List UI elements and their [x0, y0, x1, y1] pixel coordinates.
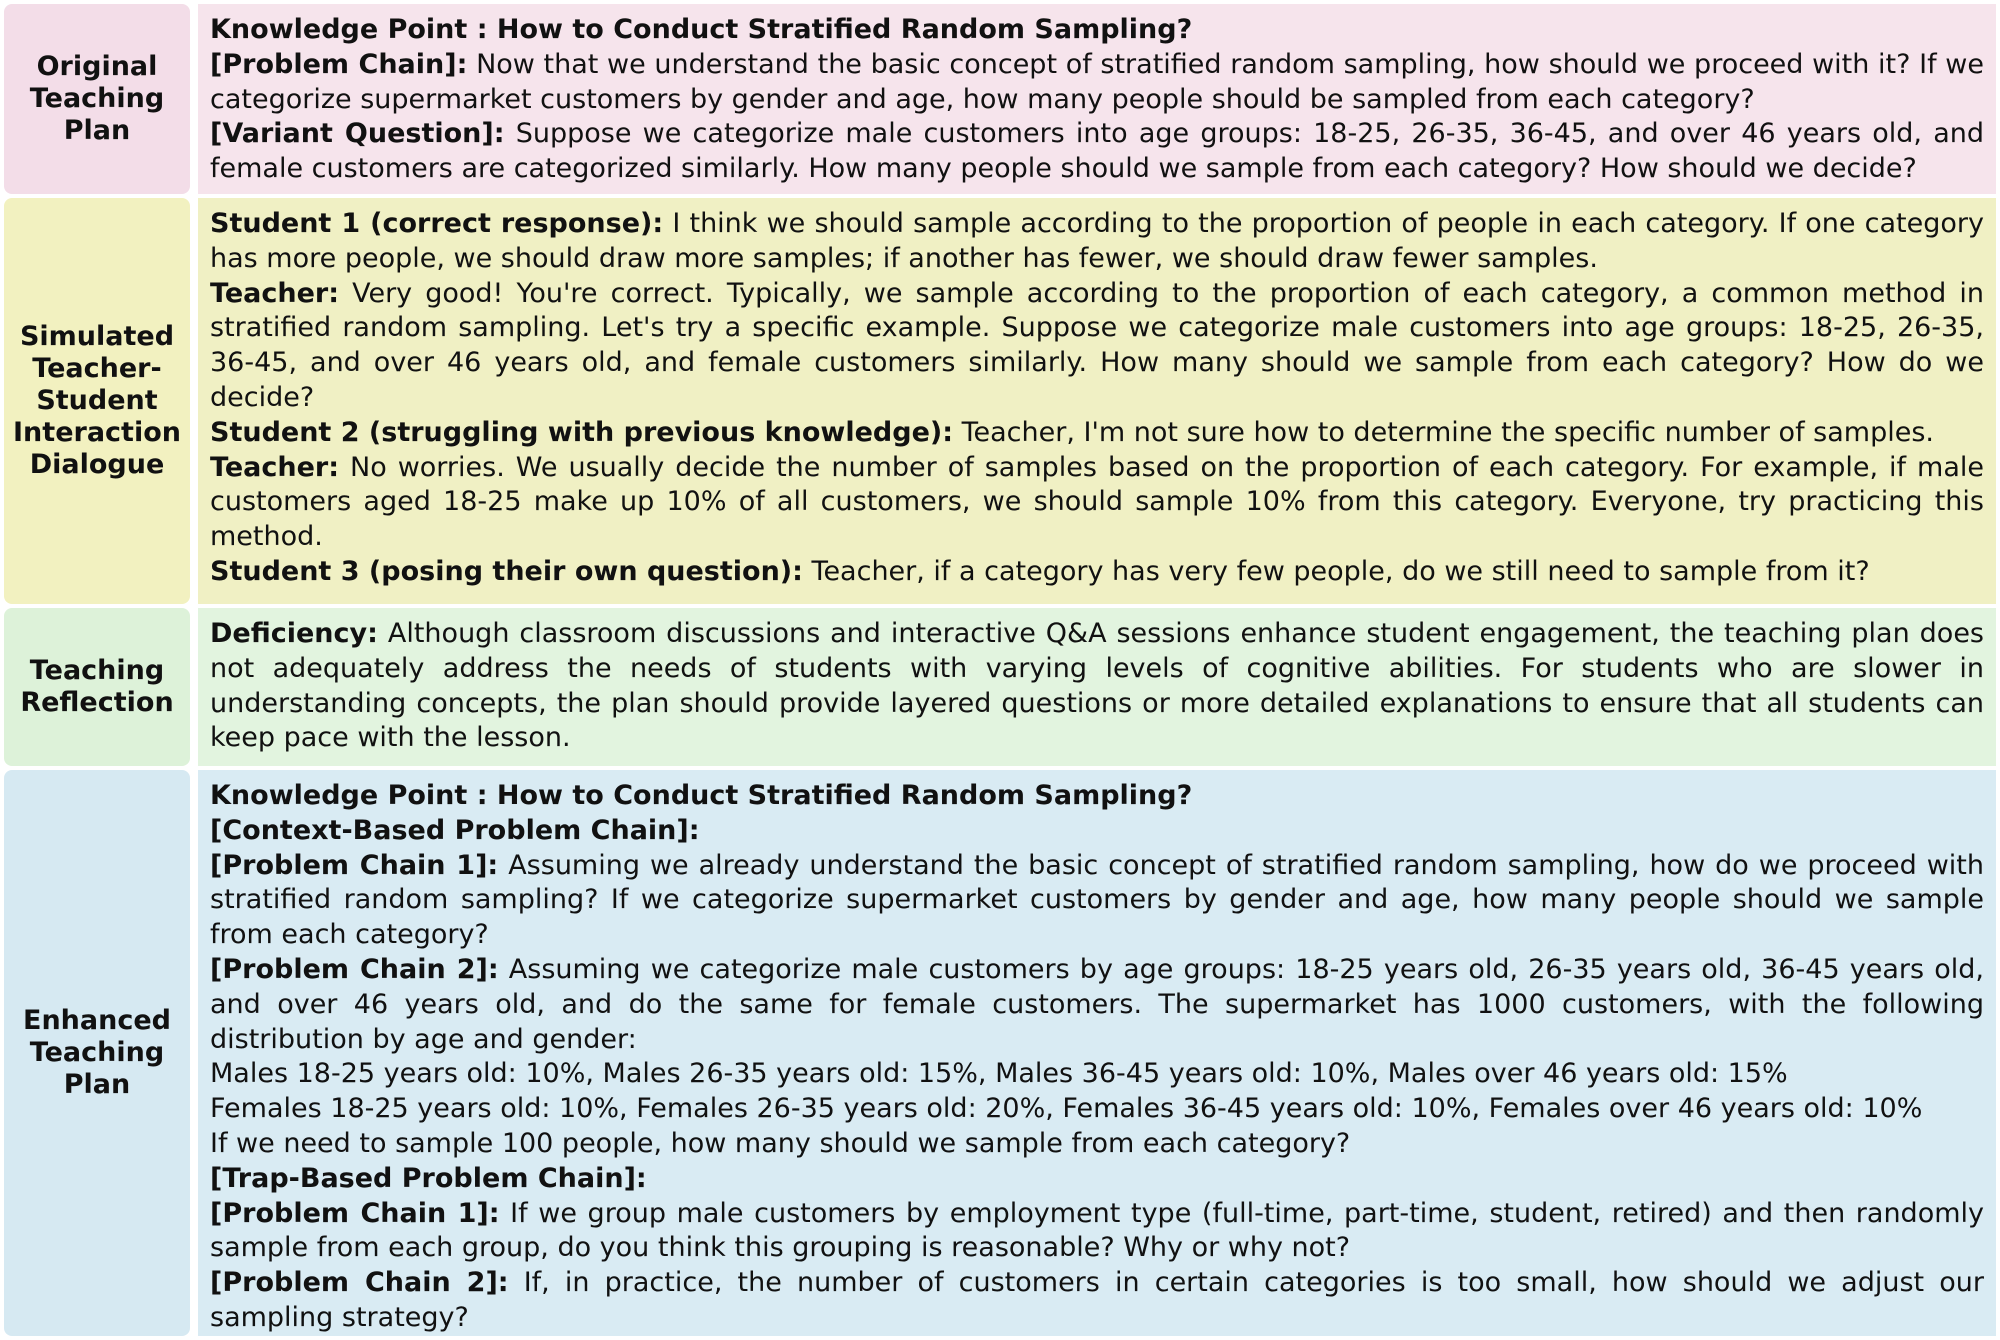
- paragraph: [210, 1092, 1984, 1127]
- row-content: [198, 198, 1996, 604]
- paragraph: [210, 953, 1984, 1057]
- row-label: [4, 770, 190, 1336]
- paragraph-text: Now that we understand the basic concept of stratified random sampling, how should we proceed with it? If we categorize supermarket customers by gender and age, how many people should be sampled from each category?: [210, 48, 1984, 115]
- paragraph-text: Teacher, I'm not sure how to determine the specific number of samples.: [953, 416, 1934, 448]
- paragraph: [210, 416, 1984, 451]
- paragraph-heading: Knowledge Point : How to Conduct Stratified Random Sampling?: [210, 14, 1193, 45]
- row-content: [198, 608, 1996, 766]
- row-simulated-dialogue: [4, 198, 1996, 604]
- paragraph: [210, 451, 1984, 555]
- row-label-text: Original Teaching Plan: [29, 51, 165, 146]
- paragraph: [210, 207, 1984, 277]
- paragraph-heading: Knowledge Point : How to Conduct Stratified Random Sampling?: [210, 780, 1193, 811]
- paragraph: [210, 277, 1984, 416]
- paragraph: [210, 779, 1984, 814]
- paragraph: [210, 849, 1984, 953]
- row-content: [198, 4, 1996, 194]
- paragraph-text: Suppose we categorize male customers into age groups: 18-25, 26-35, 36-45, and over 46 years old, and female customers are categorized similarly. How many people should we sample from each category? How should we decide?: [210, 118, 1984, 185]
- paragraph: [210, 48, 1984, 118]
- row-content: [198, 770, 1996, 1336]
- paragraph-heading: [Problem Chain 1]:: [210, 849, 499, 881]
- row-label-text: Enhanced Teaching Plan: [23, 1005, 171, 1100]
- teaching-plan-table: [4, 4, 1996, 1336]
- row-label: [4, 608, 190, 766]
- paragraph-text: Although classroom discussions and interactive Q&A sessions enhance student engagement, the teaching plan does not adequately address the needs of students with varying levels of cognitive abilities. For students who are slower in understanding concepts, the plan should provide layered questions or more detailed explanations to ensure that all students can keep pace with the lesson.: [210, 618, 1984, 754]
- paragraph-heading: Student 2 (struggling with previous knowledge):: [210, 416, 954, 448]
- paragraph-text: Very good! You're correct. Typically, we sample according to the proportion of each category, a common method in stratified random sampling. Let's try a specific example. Suppose we categorize male customers into age groups: 18-25, 26-35, 36-45, and over 46 years old, and female customers similarly. How many should we sample from each category? How do we decide?: [210, 277, 1984, 413]
- paragraph-heading: Student 1 (correct response):: [210, 208, 664, 239]
- paragraph-heading: [Problem Chain 2]:: [210, 953, 499, 985]
- paragraph-heading: Teacher:: [210, 451, 340, 483]
- row-label: [4, 198, 190, 604]
- paragraph-text: Assuming we already understand the basic concept of stratified random sampling, how do we proceed with stratified random sampling? If we categorize supermarket customers by gender and age, how many people should we sample from each category?: [210, 849, 1985, 951]
- paragraph: [210, 617, 1984, 756]
- paragraph-heading: [Trap-Based Problem Chain]:: [210, 1162, 647, 1194]
- paragraph: [210, 555, 1984, 590]
- row-label-text: Simulated Teacher- Student Interaction Dialogue: [13, 321, 181, 480]
- paragraph-text: Assuming we categorize male customers by age groups: 18-25 years old, 26-35 years old, 36-45 years old, and over 46 years old, and do the same for female customers. The supermarket has 1000 customers, with the following distribution by age and gender:: [210, 953, 1984, 1055]
- paragraph: [210, 814, 1984, 849]
- paragraph-heading: Deficiency:: [210, 618, 378, 649]
- paragraph: [210, 1197, 1984, 1267]
- paragraph-text: I think we should sample according to the proportion of people in each category. If one category has more people, we should draw more samples; if another has fewer, we should draw fewer samples.: [210, 208, 1984, 274]
- paragraph-text: If, in practice, the number of customers in certain categories is too small, how should we adjust our sampling strategy?: [210, 1267, 1984, 1333]
- paragraph: [210, 1266, 1984, 1336]
- paragraph-text: Teacher, if a category has very few people, do we still need to sample from it?: [802, 555, 1870, 587]
- paragraph-heading: [Context-Based Problem Chain]:: [210, 814, 700, 846]
- paragraph-heading: Teacher:: [210, 277, 340, 309]
- paragraph-text: Females 18-25 years old: 10%, Females 26-35 years old: 20%, Females 36-45 years old: 10%, Females over 46 years old: 10%: [210, 1093, 1923, 1125]
- row-teaching-reflection: [4, 608, 1996, 766]
- paragraph-text: No worries. We usually decide the number of samples based on the proportion of each category. For example, if male customers aged 18-25 make up 10% of all customers, we should sample 10% from this category. Everyone, try practicing this method.: [210, 451, 1984, 553]
- paragraph-heading: Student 3 (posing their own question):: [210, 555, 803, 587]
- paragraph-text: If we group male customers by employment type (full-time, part-time, student, retired) and then randomly sample from each group, do you think this grouping is reasonable? Why or why not?: [210, 1197, 1984, 1264]
- row-label-text: Teaching Reflection: [20, 655, 174, 718]
- paragraph-heading: [Variant Question]:: [210, 118, 505, 150]
- paragraph: [210, 1057, 1984, 1092]
- paragraph-heading: [Problem Chain 1]:: [210, 1197, 500, 1229]
- paragraph: [210, 13, 1984, 48]
- row-original-teaching-plan: [4, 4, 1996, 194]
- paragraph-heading: [Problem Chain 2]:: [210, 1267, 509, 1299]
- paragraph-text: Males 18-25 years old: 10%, Males 26-35 years old: 15%, Males 36-45 years old: 10%, Males over 46 years old: 15%: [210, 1058, 1788, 1090]
- paragraph-text: If we need to sample 100 people, how many should we sample from each category?: [210, 1127, 1351, 1159]
- paragraph: [210, 1162, 1984, 1197]
- paragraph: [210, 117, 1984, 187]
- row-label: [4, 4, 190, 194]
- row-enhanced-teaching-plan: [4, 770, 1996, 1336]
- paragraph: [210, 1127, 1984, 1162]
- paragraph-heading: [Problem Chain]:: [210, 48, 468, 80]
